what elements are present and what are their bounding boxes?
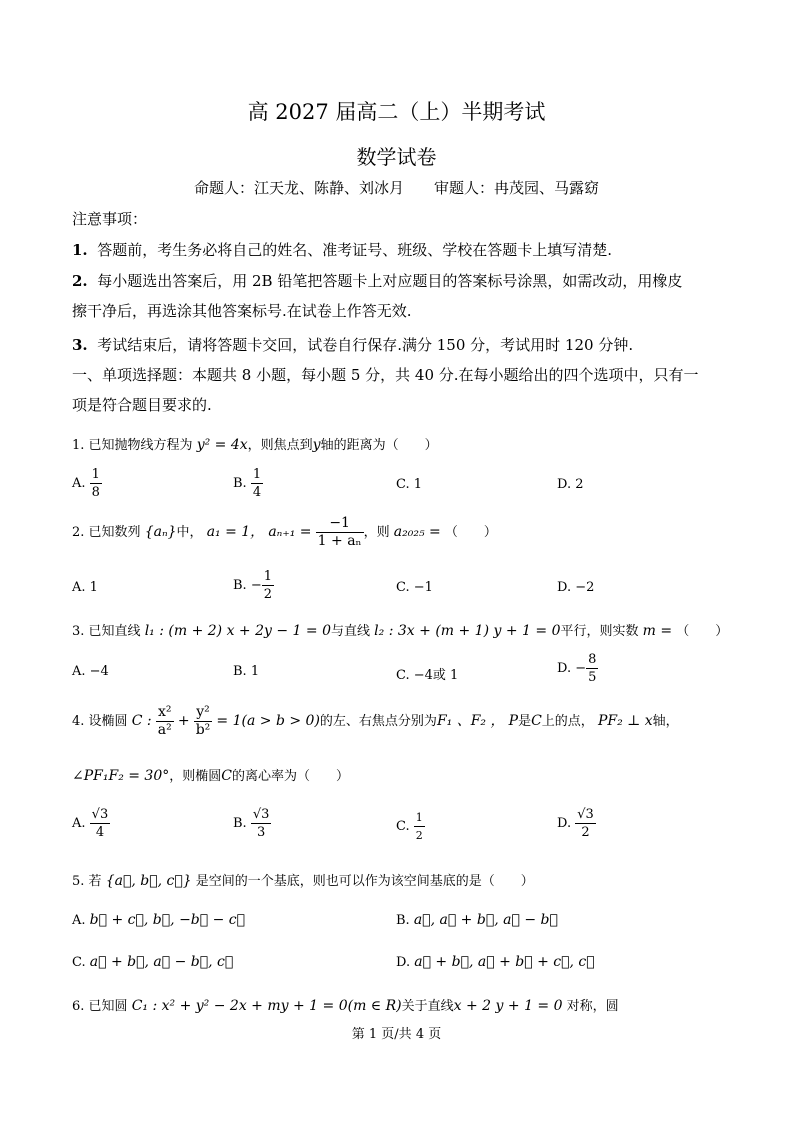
note-3-text: 考试结束后，请将答题卡交回，试卷自行保存.满分 150 分，考试用时 120 分钟. [97, 336, 634, 354]
note-1: 1. 答题前，考生务必将自己的姓名、准考证号、班级、学校在答题卡上填写清楚. [72, 241, 612, 259]
q2-option-a: A. 1 [72, 580, 98, 595]
section-heading: 一、单项选择题：本题共 8 小题，每小题 5 分，共 40 分.在每小题给出的四个选项中，只有一 [72, 366, 699, 384]
page-subtitle: 数学试卷 [356, 145, 437, 169]
q3-option-a: A. −4 [72, 664, 109, 679]
question-2: 2. 已知数列 {aₙ}中， a₁ = 1， aₙ₊₁ = $\frac{-1}{\text{1 + aₙ}}$ ，则 a₂₀₂₅ = （ ） [72, 515, 497, 549]
note-1-text: 答题前，考生务必将自己的姓名、准考证号、班级、学校在答题卡上填写清楚. [97, 241, 612, 259]
note-3: 3. 考试结束后，请将答题卡交回，试卷自行保存.满分 150 分，考试用时 120 分钟. [72, 336, 634, 354]
q5-option-b: B. a⃗, a⃗ + b⃗, a⃗ − b⃗ [396, 912, 558, 928]
q4-option-d: D. $\frac{√3}{2}$ [557, 807, 594, 840]
q2-option-c: C. −1 [396, 580, 433, 595]
question-6: 6. 已知圆 C₁ : x² + y² − 2x + my + 1 = 0(m ∈ R)关于直线x + 2 y + 1 = 0 对称，圆 [72, 998, 619, 1014]
page-footer: 第 1 页/共 4 页 [351, 1027, 442, 1042]
page-title: 高 2027 届高二（上）半期考试 [247, 100, 546, 124]
q2-option-b: B. − $\frac{1}{2}$ [233, 569, 273, 602]
q1-option-a: A. $\frac{1}{8}$ [72, 467, 100, 500]
q5-option-d: D. a⃗ + b⃗, a⃗ + b⃗ + c⃗, c⃗ [396, 954, 595, 970]
q5-option-a: A. b⃗ + c⃗, b⃗, −b⃗ − c⃗ [72, 912, 246, 928]
question-4: 4. 设椭圆 C : $\frac{\text{x²}}{\text{a²}}$ + $\frac{\text{y²}}{\text{b²}}$ = 1(a > b > 0)的左、右焦点分别为F₁ 、F₂ ， P是C上的点， PF₂ ⊥ x轴， [72, 704, 679, 738]
q4-option-a: A. $\frac{√3}{4}$ [72, 807, 109, 840]
question-3: 3. 已知直线 l₁ : (m + 2) x + 2y − 1 = 0与直线 l₂ : 3x + (m + 1) y + 1 = 0平行，则实数 m = （ ） [72, 623, 729, 639]
section-heading-cont: 项是符合题目要求的. [72, 396, 212, 414]
note-2: 2. 每小题选出答案后，用 2B 铅笔把答题卡上对应题目的答案标号涂黑，如需改动，用橡皮 [72, 272, 683, 290]
q1-equation: y² = 4x [196, 437, 248, 453]
note-2-cont: 擦干净后，再选涂其他答案标号.在试卷上作答无效. [72, 302, 412, 320]
question-5: 5. 若 {a⃗, b⃗, c⃗} 是空间的一个基底，则也可以作为该空间基底的是（ ） [72, 873, 534, 889]
q1-option-b: B. $\frac{1}{4}$ [233, 467, 262, 500]
q1-option-c: C. 1 [396, 477, 423, 492]
note-2-text: 每小题选出答案后，用 2B 铅笔把答题卡上对应题目的答案标号涂黑，如需改动，用橡皮 [97, 272, 683, 290]
q4-option-c: C. $\frac{1}{2}$ [396, 811, 423, 842]
q3-option-d: D. − $\frac{8}{5}$ [557, 652, 597, 685]
q1-option-d: D. 2 [557, 477, 584, 492]
q5-option-c: C. a⃗ + b⃗, a⃗ − b⃗, c⃗ [72, 954, 234, 970]
authors-line: 命题人：江天龙、陈静、刘冰月 审题人：冉茂园、马露窈 [193, 179, 599, 197]
question-4-cont: ∠PF₁F₂ = 30°，则椭圆C的离心率为（ ） [72, 768, 349, 784]
question-1: 1. 已知抛物线方程为 y² = 4x，则焦点到y轴的距离为（ ） [72, 437, 438, 453]
q3-option-b: B. 1 [233, 664, 260, 679]
q4-option-b: B. $\frac{√3}{3}$ [233, 807, 270, 840]
notes-heading: 注意事项： [72, 210, 148, 228]
q3-option-c: C. −4或 1 [396, 668, 459, 683]
q2-option-d: D. −2 [557, 580, 595, 595]
